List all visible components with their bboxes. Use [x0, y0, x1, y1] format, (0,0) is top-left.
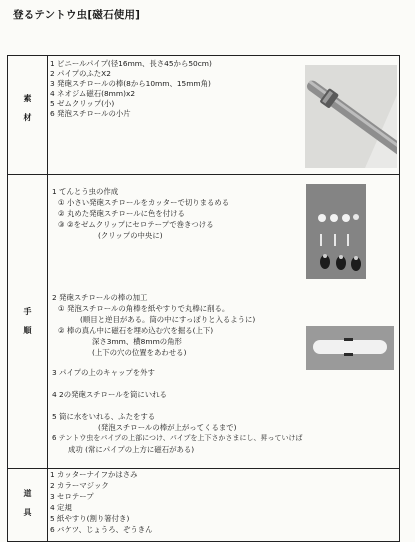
tool-item-2: 2 カラーマジック: [50, 481, 109, 490]
page-title: 登るテントウ虫[磁石使用]: [13, 9, 141, 21]
step1-heading: 1 てんとう虫の作成: [52, 187, 119, 196]
row-divider-procedure: [8, 468, 399, 469]
tools-row-label: 道 具: [23, 489, 32, 517]
tool-item-5: 5 紙やすり(割り箸付き): [50, 514, 130, 523]
materials-row-label: 素 材: [23, 94, 32, 122]
material-item-4: 4 ネオジム磁石(8mm)x2: [50, 89, 136, 98]
tool-item-1: 1 カッターナイフかはさみ: [50, 470, 138, 479]
step2-line-1: ① 発泡スチロールの角棒を紙やすりで丸棒に削る。: [58, 304, 230, 313]
step2-line-3: ② 棒の真ん中に磁石を埋め込む穴を掘る(上下): [58, 326, 214, 335]
pipe-photo: [305, 65, 397, 168]
row-divider-materials: [8, 174, 399, 175]
instruction-table: [7, 55, 400, 542]
material-item-1: 1 ビニールパイプ(径16mm、長さ45から50cm): [50, 59, 212, 68]
step1-line-2: ② 丸めた発砲スチロールに色を付ける: [58, 209, 185, 218]
step1-line-3: ③ ②をゼムクリップにセロテープで巻きつける: [58, 220, 214, 229]
step5-heading: 5 筒に水をいれる、ふたをする: [52, 412, 156, 421]
step2-line-4: 深さ3mm、横8mmの角形: [92, 337, 182, 346]
step5-sub: (発泡スチロールの棒が上がってくるまで): [98, 423, 237, 432]
step6-line-1: 6 テントウ虫をパイプの上部につけ、パイプを上下さかさまにし、昇っていけば: [52, 434, 303, 442]
step1-line-1: ① 小さい発砲スチロールをカッターで切りまるめる: [58, 198, 230, 207]
step1-line-4: (クリップの中央に): [98, 231, 163, 240]
tool-item-3: 3 セロテープ: [50, 492, 94, 501]
step6-line-2: 成功 (常にパイプの上方に磁石がある): [68, 445, 195, 454]
step4: 4 2の発砲スチロールを筒にいれる: [52, 390, 167, 399]
step2-line-2: (順目と逆目がある。筒の中にすっぽりと入るように): [80, 315, 256, 324]
tool-item-6: 6 バケツ、じょうろ、ぞうきん: [50, 525, 153, 534]
step3: 3 パイプの上のキャップを外す: [52, 368, 155, 377]
ladybug-photo: [306, 184, 366, 279]
material-item-6: 6 発泡スチロールの小片: [50, 109, 131, 118]
step2-heading: 2 発砲スチロールの棒の加工: [52, 293, 148, 302]
material-item-2: 2 パイプのふたX2: [50, 69, 111, 78]
foam-rod-photo: [306, 326, 394, 370]
material-item-3: 3 発砲スチロールの棒(8から10mm、15mm角): [50, 79, 211, 88]
tool-item-4: 4 定規: [50, 503, 72, 512]
material-item-5: 5 ゼムクリップ(小): [50, 99, 115, 108]
step2-line-5: (上下の穴の位置をあわせる): [92, 348, 187, 357]
procedure-row-label: 手 順: [23, 307, 32, 335]
